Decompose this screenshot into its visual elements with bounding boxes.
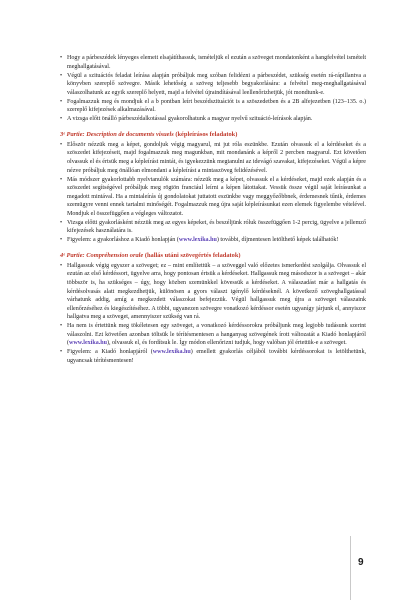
section3-heading-prefix: 4ᵉ Partie: bbox=[60, 251, 87, 259]
section1-list bbox=[60, 54, 366, 124]
page-number: 9 bbox=[358, 557, 364, 568]
list-item: • Fogalmazzuk meg és mondjuk el a b pontban leírt beszédszituációt is a szöszedetben és a 2B alfejezetben (123–135. o.) szereplő kifejezések alkalmazásával. bbox=[60, 98, 366, 115]
list-item: • A vizsga előtt önálló párbeszédalkotással gyakorolhatunk a magyar nyelvű szituáció-leírások alapján. bbox=[60, 115, 366, 124]
list-item: • Hallgassuk végig egyszer a szöveget; ez – mint említettük – a szöveggel való előzetes ismerkedést szolgálja. Olvassuk el ezután az első kérdéssort, ügyelve arra, hogy pontosan értsük a kérdéseket. Hallgassuk meg másodszor is a szöveget – akár többször is, ha szükséges – úgy, hogy közben szemünkkel kövessük a kérdéseket. A válaszadást már a hallgatás és kérdésolvasás alatt megkezdhetjük, különösen a gyors választ igénylő kérdéseknél. A következő szöveghallgatással várhatunk addig, amíg a megkezdett válaszokat befejezzük. Végül hallgassuk meg újra a szöveget válaszaink ellenőrzéséhez és kiegészítéséhez. A többi, ugyanezen szövegre vonatkozó kérdéssor esetén ugyanígy járjunk el, annyiszor hallgatva meg a szöveget, amennyiszer szükség van rá. bbox=[60, 262, 366, 322]
list-item: • Figyelem: a gyakorláshoz a Kiadó honlapján (www.lexika.hu) további, díjmentesen letölthető képek találhatók! bbox=[60, 236, 366, 245]
list-item: • Figyelem: a Kiadó honlapjáról (www.lexika.hu) emellett gyakorlás céljából további kérdéssorokat is letölthetünk, ugyancsak térítésmentesen! bbox=[60, 348, 366, 365]
list-item: • Ha nem is értettünk meg tökéletesen egy szöveget, a vonatkozó kérdéssorokra próbáljunk meg legjobb tudásunk szerint válaszolni. Ezt követően azonban töltsük le térítésmentesen a hanganyag szövegének írott változatát a Kiadó honlapjáról (www.lexika.hu), olvassuk el, és fordítsuk le. Így módon ellenőrizni tudjuk, hogy valóban jól értettük-e a szöveget. bbox=[60, 322, 366, 348]
section3-heading bbox=[60, 251, 366, 260]
list-item: • Vizsga előtti gyakorlásként nézzük meg az egyes képeket, és beszéljünk róluk összefüggően 1-2 percig, ügyelve a jellemző kifejezések használatára is. bbox=[60, 219, 366, 236]
section2-list bbox=[60, 141, 366, 245]
list-item: • Hogy a párbeszédek lényeges elemeit elsajátíthassuk, ismételjük el ezután a szöveget mondatonként a hangfelvétel ismételt meghallgatásával. bbox=[60, 54, 366, 71]
section2-heading-suffix: (képleírásos feladatok) bbox=[173, 130, 238, 138]
section3-heading-title: Compréhension orale bbox=[86, 251, 144, 259]
section3-list bbox=[60, 262, 366, 366]
section2-heading-prefix: 3ᵉ Partie: bbox=[60, 130, 87, 138]
list-item: • Először nézzük meg a képet, gondoljuk végig magyarul, mi jut róla eszünkbe. Ezután olvassuk el a kérdéseket és a szöszedet kifejezéseit, majd fogalmazzuk meg magunkban, mit mondanánk a képről 2 percben magyarul. Ezt követően olvassuk el és értsük meg a képleírást mintát, és igyekezzünk megtanulni az idevágó szavakat, kifejezéseket. Végül a képre nézve próbáljuk meg önállóan elmondani a képleírást a mintaszöveg felidézésével. bbox=[60, 141, 366, 175]
list-item: • Végül a szituációs feladat leírása alapján próbáljuk meg szóban felidézni a párbeszédet, szükség esetén rá-rápillantva a könyvben szereplő szövegre. Másik lehetőség a szöveg teljesebb begyakorlására: a felvétel meg-meghallgatásával válaszolhatunk az egyik szereplő helyett, majd a felvétel újraindításával leellenőrizhetjük, jót mondtunk-e. bbox=[60, 72, 366, 98]
section2-heading bbox=[60, 130, 366, 139]
section2-heading-title: Description de documents visuels bbox=[86, 130, 174, 138]
page-number-divider bbox=[350, 536, 351, 600]
website-link[interactable]: www.lexika.hu bbox=[152, 349, 191, 356]
page-body bbox=[60, 54, 366, 366]
website-link[interactable]: www.lexika.hu bbox=[69, 340, 107, 347]
website-link[interactable]: www.lexika.hu bbox=[178, 237, 217, 244]
section3-heading-suffix: (hallás utáni szövegértés feladatok) bbox=[143, 251, 241, 259]
list-item: • Más módszer gyakorlottabb nyelvtanulók számára: nézzük meg a képet, olvassuk el a kérdéseket, majd ezek alapján és a szöszedet segítségével próbáljuk meg rögtön franciául leírni a képen látottakat. Vessük össze végül saját leírásunkat a megadott mintával. Ha a mintaleírás új gondolatokat juttatott eszünkbe vagy meggyőzőbbnek, érdemesnek tűnik, érdemes szemügyre venni ennek tartalmi minőségét. Fogalmazzuk meg újra saját képleírásunkat ezen elemek figyelembe vételével. Mondjuk el összefüggően a végleges változatot. bbox=[60, 176, 366, 219]
